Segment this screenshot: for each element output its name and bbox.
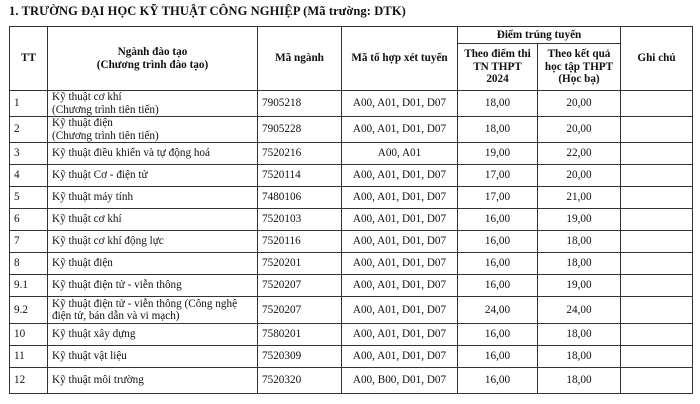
score-record: 18,00 <box>538 346 621 368</box>
score-exam: 19,00 <box>458 143 538 165</box>
score-record: 18,00 <box>538 324 621 346</box>
program-code: 7520207 <box>258 297 342 324</box>
subject-combination: A00, A01, D01, D07 <box>342 346 458 368</box>
score-record: 20,00 <box>538 91 621 117</box>
row-number: 10 <box>10 324 48 346</box>
program-code: 7480106 <box>258 187 342 209</box>
score-exam: 16,00 <box>458 368 538 394</box>
program-code: 7580201 <box>258 324 342 346</box>
score-exam: 16,00 <box>458 209 538 231</box>
row-number: 8 <box>10 253 48 275</box>
table-row <box>10 187 693 209</box>
program-subtitle: (Chương trình tiên tiến) <box>52 103 159 116</box>
program-cell <box>48 91 258 117</box>
header-tt: TT <box>10 27 48 91</box>
program-name: Kỹ thuật cơ khí <box>52 91 122 103</box>
note-cell <box>621 368 693 394</box>
score-record: 18,00 <box>538 231 621 253</box>
program-subtitle: điện tử, bán dẫn và vi mạch) <box>52 310 180 322</box>
admissions-table <box>9 26 693 394</box>
header-score-record: Theo kết quả học tập THPT (Học bạ) <box>538 44 621 91</box>
score-record: 20,00 <box>538 117 621 143</box>
subject-combination: A00, A01, D01, D07 <box>342 324 458 346</box>
score-record: 19,00 <box>538 209 621 231</box>
table-row <box>10 253 693 275</box>
score-exam: 18,00 <box>458 117 538 143</box>
table-row <box>10 231 693 253</box>
row-number: 5 <box>10 187 48 209</box>
header-program-line2: (Chương trình đào tạo) <box>96 58 209 71</box>
score-exam: 17,00 <box>458 165 538 187</box>
row-number: 11 <box>10 346 48 368</box>
program-name: Kỹ thuật điều khiển và tự động hoá <box>52 147 210 160</box>
program-code: 7520201 <box>258 253 342 275</box>
program-cell <box>48 275 258 297</box>
program-code: 7520207 <box>258 275 342 297</box>
note-cell <box>621 91 693 117</box>
table-row <box>10 368 693 394</box>
program-code: 7520309 <box>258 346 342 368</box>
table-row <box>10 346 693 368</box>
table-row <box>10 297 693 324</box>
program-code: 7520114 <box>258 165 342 187</box>
note-cell <box>621 324 693 346</box>
header-code: Mã ngành <box>258 27 342 91</box>
score-exam: 18,00 <box>458 91 538 117</box>
row-number: 12 <box>10 368 48 394</box>
table-body <box>10 91 693 394</box>
subject-combination: A00, A01, D01, D07 <box>342 165 458 187</box>
row-number: 9.2 <box>10 297 48 324</box>
program-name: Kỹ thuật Cơ - điện tử <box>52 169 148 182</box>
program-code: 7520116 <box>258 231 342 253</box>
program-code: 7905228 <box>258 117 342 143</box>
subject-combination: A00, A01, D01, D07 <box>342 91 458 117</box>
score-record: 24,00 <box>538 297 621 324</box>
score-exam: 16,00 <box>458 346 538 368</box>
table-row <box>10 91 693 117</box>
program-name: Kỹ thuật môi trường <box>52 374 144 387</box>
section-heading: 1. TRƯỜNG ĐẠI HỌC KỸ THUẬT CÔNG NGHIỆP (Mã trường: DTK) <box>9 4 406 18</box>
score-exam: 24,00 <box>458 297 538 324</box>
header-note: Ghi chú <box>621 27 693 91</box>
program-cell <box>48 346 258 368</box>
program-name: Kỹ thuật vật liệu <box>52 350 127 363</box>
program-cell <box>48 253 258 275</box>
program-code: 7520216 <box>258 143 342 165</box>
program-name: Kỹ thuật cơ khí động lực <box>52 235 164 248</box>
row-number: 7 <box>10 231 48 253</box>
program-code: 7520320 <box>258 368 342 394</box>
program-code: 7905218 <box>258 91 342 117</box>
table-row <box>10 209 693 231</box>
subject-combination: A00, A01, D01, D07 <box>342 209 458 231</box>
score-exam: 16,00 <box>458 253 538 275</box>
header-score-exam: Theo điểm thi TN THPT 2024 <box>458 44 538 91</box>
program-name: Kỹ thuật máy tính <box>52 191 134 204</box>
score-record: 21,00 <box>538 187 621 209</box>
subject-combination: A00, A01, D01, D07 <box>342 253 458 275</box>
program-cell <box>48 297 258 324</box>
subject-combination: A00, A01 <box>342 143 458 165</box>
score-exam: 16,00 <box>458 275 538 297</box>
subject-combination: A00, A01, D01, D07 <box>342 117 458 143</box>
subject-combination: A00, A01, D01, D07 <box>342 275 458 297</box>
note-cell <box>621 143 693 165</box>
note-cell <box>621 165 693 187</box>
program-code: 7520103 <box>258 209 342 231</box>
row-number: 3 <box>10 143 48 165</box>
note-cell <box>621 209 693 231</box>
table-row <box>10 275 693 297</box>
note-cell <box>621 275 693 297</box>
program-subtitle: (Chương trình tiên tiến) <box>52 129 159 142</box>
header-score-group: Điểm trúng tuyển <box>458 27 621 44</box>
header-program-line1: Ngành đào tạo <box>117 46 188 58</box>
row-number: 9.1 <box>10 275 48 297</box>
subject-combination: A00, A01, D01, D07 <box>342 187 458 209</box>
note-cell <box>621 346 693 368</box>
program-name: Kỹ thuật điện <box>52 257 113 270</box>
table-row <box>10 165 693 187</box>
row-number: 1 <box>10 91 48 117</box>
note-cell <box>621 297 693 324</box>
note-cell <box>621 231 693 253</box>
program-name: Kỹ thuật điện tử - viễn thông <box>52 279 182 292</box>
program-name: Kỹ thuật cơ khí <box>52 213 122 226</box>
header-combo: Mã tổ hợp xét tuyển <box>342 27 458 91</box>
score-record: 19,00 <box>538 275 621 297</box>
subject-combination: A00, A01, D01, D07 <box>342 297 458 324</box>
program-cell <box>48 117 258 143</box>
score-record: 22,00 <box>538 143 621 165</box>
note-cell <box>621 187 693 209</box>
score-exam: 16,00 <box>458 231 538 253</box>
header-program <box>48 27 258 91</box>
table-row <box>10 143 693 165</box>
note-cell <box>621 253 693 275</box>
program-name: Kỹ thuật xây dựng <box>52 328 136 341</box>
subject-combination: A00, A01, D01, D07 <box>342 231 458 253</box>
note-cell <box>621 117 693 143</box>
program-cell <box>48 165 258 187</box>
program-name: Kỹ thuật điện <box>52 117 113 129</box>
program-cell <box>48 231 258 253</box>
program-cell <box>48 187 258 209</box>
table-row <box>10 117 693 143</box>
program-cell <box>48 143 258 165</box>
score-record: 18,00 <box>538 253 621 275</box>
score-exam: 16,00 <box>458 324 538 346</box>
program-cell <box>48 368 258 394</box>
program-name: Kỹ thuật điện tử - viễn thông (Công nghệ <box>52 297 238 310</box>
program-cell <box>48 209 258 231</box>
program-cell <box>48 324 258 346</box>
score-exam: 17,00 <box>458 187 538 209</box>
row-number: 6 <box>10 209 48 231</box>
score-record: 18,00 <box>538 368 621 394</box>
row-number: 2 <box>10 117 48 143</box>
subject-combination: A00, B00, D01, D07 <box>342 368 458 394</box>
score-record: 20,00 <box>538 165 621 187</box>
table-row <box>10 324 693 346</box>
row-number: 4 <box>10 165 48 187</box>
